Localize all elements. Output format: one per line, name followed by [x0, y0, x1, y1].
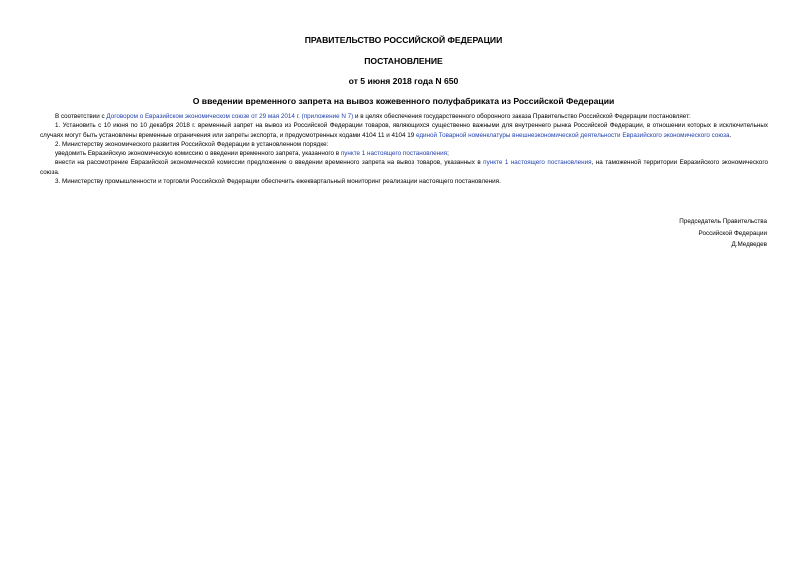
- signature-name: Д.Медведев: [731, 241, 767, 248]
- point-1-link-2[interactable]: пункте 1 настоящего постановления: [483, 159, 592, 167]
- item-1-end: .: [729, 131, 732, 139]
- preamble-text-3: и в целях обеспечения государственного оборонного заказа Правительство Российской Федерации постановляет:: [353, 113, 691, 120]
- document-body: [40, 112, 768, 186]
- document-type: ПОСТАНОВЛЕНИЕ: [364, 56, 443, 66]
- item-2-paragraph: 2. Министерству экономического развития Российской Федерации в установленном порядке:: [55, 140, 329, 148]
- item-2-sub-2-end: , на таможенной территории Евразийского экономического союза.: [40, 159, 768, 176]
- preamble-text-1: В соответствии с: [55, 113, 107, 120]
- preamble-paragraph: [40, 112, 768, 121]
- signature-position: Председатель Правительства: [679, 218, 767, 225]
- signature-organization: Российской Федерации: [698, 229, 767, 237]
- item-1-text: 1. Установить с 10 июня по 10 декабря 2018 г. временный запрет на вывоз из Российской Федерации товаров, являющихся существенно важными для внутреннего рынка Российской Федерации, в отношении которых в исключительных случаях могут быть установлены временные ограничения или запреты экспорта, и предусмотренных кодами 4104 11 и 4104 19: [40, 122, 768, 139]
- item-2-sub-1-end: ;: [447, 150, 449, 158]
- signature-block: [679, 216, 767, 251]
- government-title: ПРАВИТЕЛЬСТВО РОССИЙСКОЙ ФЕДЕРАЦИИ: [304, 35, 503, 45]
- document-subject: О введении временного запрета на вывоз кожевенного полуфабриката из Российской Федерации: [192, 96, 615, 106]
- item-1-paragraph: [40, 121, 768, 140]
- item-2-sub-2: [40, 158, 768, 177]
- appendix-link[interactable]: (приложение N 7): [301, 113, 354, 120]
- item-2-sub-1: [40, 149, 768, 158]
- item-2-sub-2-text: внести на рассмотрение Евразийской экономической комиссии предложение о введении временного запрета на вывоз товаров, указанных в: [55, 159, 484, 167]
- item-2-sub-1-text: уведомить Евразийскую экономическую комиссию о введении временного запрета, указанного в: [55, 150, 341, 158]
- tnved-link[interactable]: единой Товарной номенклатуры внешнеэкономической деятельности Евразийского экономического союза: [416, 131, 730, 139]
- treaty-link[interactable]: Договором о Евразийском экономическом союзе от 29 мая 2014 г.: [106, 113, 300, 120]
- document-date: от 5 июня 2018 года N 650: [348, 76, 459, 86]
- item-3-paragraph: 3. Министерству промышленности и торговли Российской Федерации обеспечить ежеквартальный мониторинг реализации настоящего постановления.: [55, 178, 501, 186]
- point-1-link[interactable]: пункте 1 настоящего постановления: [340, 150, 448, 158]
